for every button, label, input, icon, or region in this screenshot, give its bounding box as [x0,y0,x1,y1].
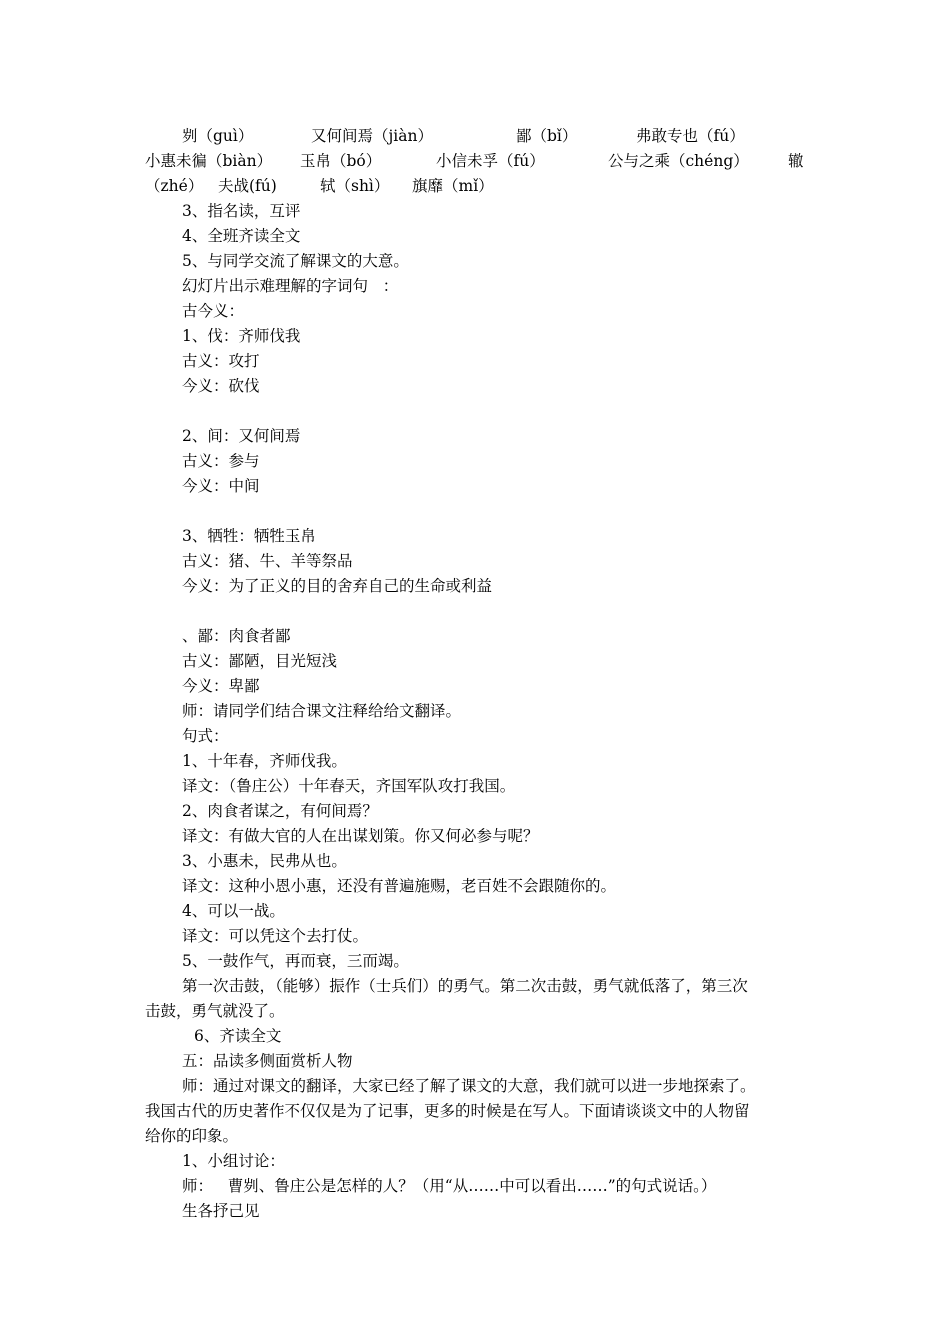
text-line: 译文：这种小恩小惠，还没有普遍施赐，老百姓不会跟随你的。 [182,877,617,895]
pinyin-item: （zhé） [145,177,204,195]
pinyin-item: 辙 [788,152,804,170]
pinyin-item: 又何间焉（jiàn） [311,127,433,145]
section-heading: 五：品读多侧面赏析人物 [182,1052,353,1070]
text-line: 5、一鼓作气，再而衰，三而竭。 [182,952,409,970]
text-line: 2、肉食者谋之，有何间焉？ [182,802,378,820]
text-line: 师： 曹刿、鲁庄公是怎样的人？（用“从……中可以看出……”的句式说话。） [182,1177,717,1195]
text-line: 生各抒己见 [182,1202,260,1220]
pinyin-row-2 [0,149,950,173]
text-line: 今义：卑鄙 [182,677,260,695]
text-line: 古义：猪、牛、羊等祭品 [182,552,353,570]
pinyin-item: 旗靡（mǐ） [412,177,494,195]
text-line: 师：请同学们结合课文注释给给文翻译。 [182,702,462,720]
text-line: 3、牺牲：牺牲玉帛 [182,527,316,545]
text-line: 古义：攻打 [182,352,260,370]
text-line: 译文：（鲁庄公）十年春天，齐国军队攻打我国。 [182,777,516,795]
text-line: 3、指名读，互评 [182,202,301,220]
text-line: 古义：参与 [182,452,260,470]
text-line: 3、小惠未，民弗从也。 [182,852,347,870]
pinyin-item: 轼（shì） [320,177,390,195]
text-line: 2、间：又何间焉 [182,427,301,445]
paragraph-line: 师：通过对课文的翻译，大家已经了解了课文的大意，我们就可以进一步地探索了。 [182,1077,756,1095]
text-line: 译文：有做大官的人在出谋划策。你又何必参与呢？ [182,827,539,845]
text-line: 今义：砍伐 [182,377,260,395]
text-line: 1、十年春，齐师伐我。 [182,752,347,770]
text-line: 今义：中间 [182,477,260,495]
pinyin-item: 小惠未徧（biàn） [145,152,273,170]
paragraph-line: 击鼓，勇气就没了。 [145,1002,285,1020]
pinyin-item: 弗敢专也（fú） [636,127,745,145]
paragraph-line: 我国古代的历史著作不仅仅是为了记事，更多的时候是在写人。下面请谈谈文中的人物留 [145,1102,750,1120]
text-line: 4、全班齐读全文 [182,227,301,245]
text-line: 4、可以一战。 [182,902,285,920]
pinyin-item: 鄙（bǐ） [516,127,578,145]
pinyin-item: 刿（guì） [182,127,254,145]
text-line: 句式： [182,727,229,745]
pinyin-item: 公与之乘（chéng） [608,152,749,170]
pinyin-row-3 [0,174,950,198]
paragraph-line: 给你的印象。 [145,1127,239,1145]
text-line: 1、小组讨论： [182,1152,285,1170]
text-line: 、鄙：肉食者鄙 [182,627,291,645]
text-line: 5、与同学交流了解课文的大意。 [182,252,409,270]
text-line: 古义：鄙陋，目光短浅 [182,652,338,670]
pinyin-row-1 [0,124,950,148]
text-line: 古今义： [182,302,245,320]
text-line: 1、伐：齐师伐我 [182,327,301,345]
pinyin-item: 夫战(fú) [218,177,277,195]
paragraph-line: 第一次击鼓，（能够）振作（士兵们）的勇气。第二次击鼓，勇气就低落了，第三次 [182,977,748,995]
text-line: 6、齐读全文 [194,1027,282,1045]
text-line: 今义：为了正义的目的舍弃自己的生命或利益 [182,577,493,595]
pinyin-item: 玉帛（bó） [300,152,382,170]
pinyin-item: 小信未孚（fú） [436,152,545,170]
text-line: 幻灯片出示难理解的字词句 ： [182,277,399,295]
text-line: 译文：可以凭这个去打仗。 [182,927,369,945]
